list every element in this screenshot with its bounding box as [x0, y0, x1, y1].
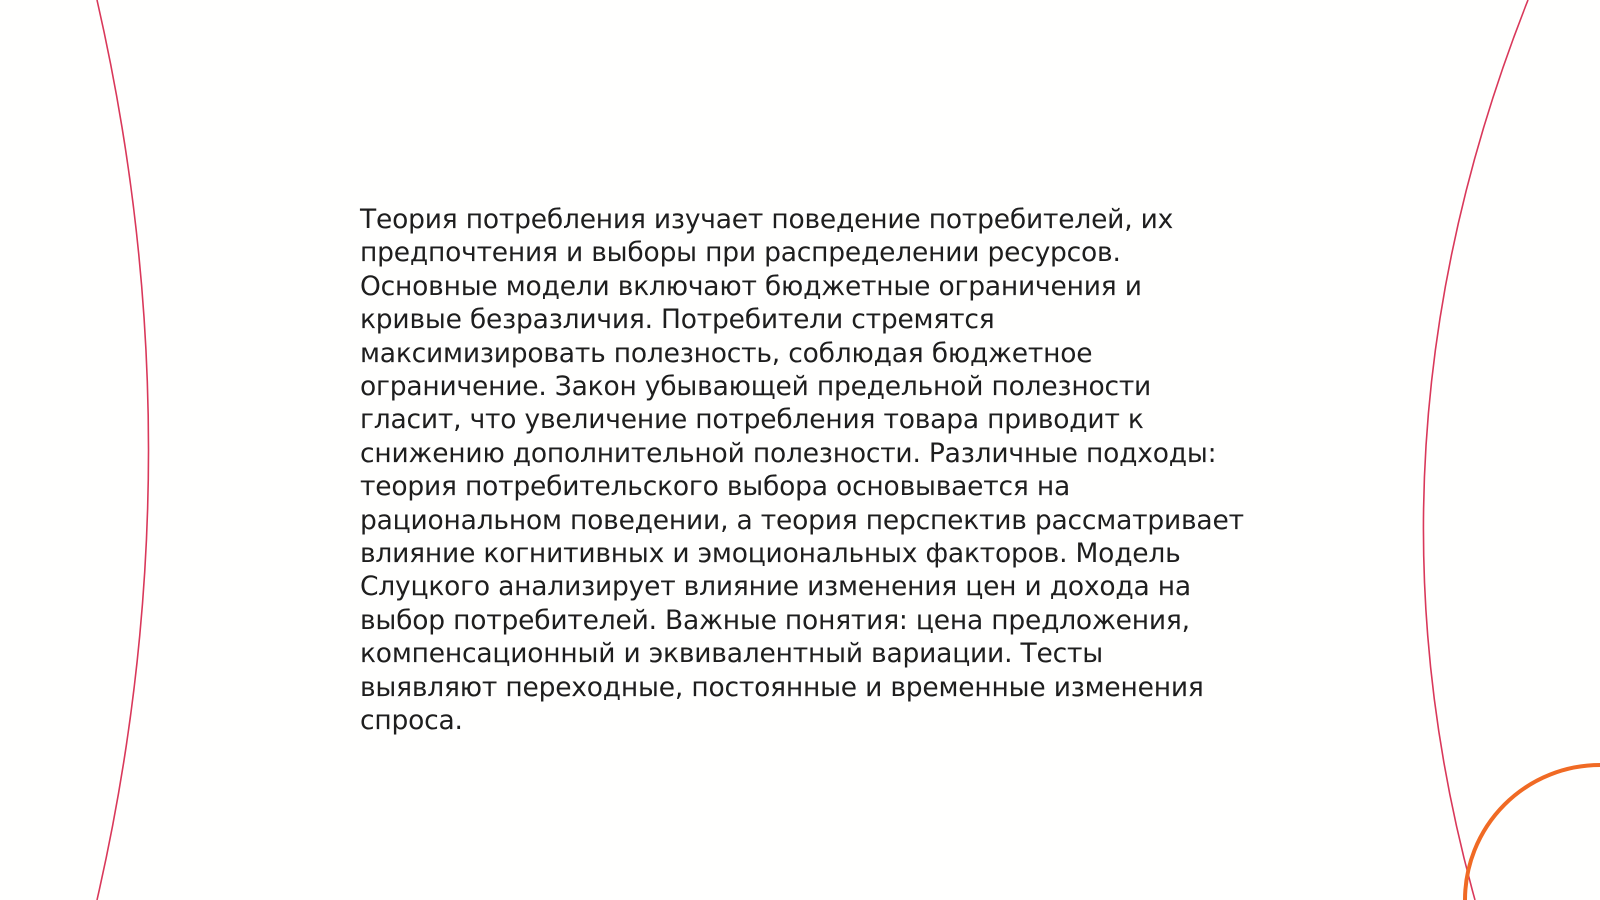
left-curve — [97, 0, 149, 900]
text-line: Основные модели включают бюджетные ограничения и — [360, 270, 1142, 302]
right-curve — [1423, 0, 1528, 900]
text-line: ограничение. Закон убывающей предельной полезности — [360, 371, 1152, 403]
text-line: предпочтения и выборы при распределении ресурсов. — [360, 237, 1121, 269]
text-line: теория потребительского выбора основывается на — [360, 471, 1071, 503]
text-line: влияние когнитивных и эмоциональных факторов. Модель — [360, 538, 1181, 570]
text-line: максимизировать полезность, соблюдая бюджетное — [360, 337, 1093, 369]
body-text — [360, 203, 1260, 738]
text-line: выбор потребителей. Важные понятия: цена предложения, — [360, 604, 1190, 636]
text-line: Слуцкого анализирует влияние изменения цен и дохода на — [360, 571, 1191, 603]
text-line: компенсационный и эквивалентный вариации. Тесты — [360, 638, 1103, 670]
text-line: выявляют переходные, постоянные и временные изменения — [360, 671, 1204, 703]
text-line: кривые безразличия. Потребители стремятся — [360, 304, 995, 336]
accent-arc — [1465, 765, 1600, 900]
text-line: гласит, что увеличение потребления товара приводит к — [360, 404, 1144, 436]
text-line: спроса. — [360, 705, 463, 737]
text-line: рациональном поведении, а теория перспектив рассматривает — [360, 504, 1244, 536]
text-line: Теория потребления изучает поведение потребителей, их — [360, 204, 1174, 235]
text-line: снижению дополнительной полезности. Различные подходы: — [360, 437, 1217, 469]
